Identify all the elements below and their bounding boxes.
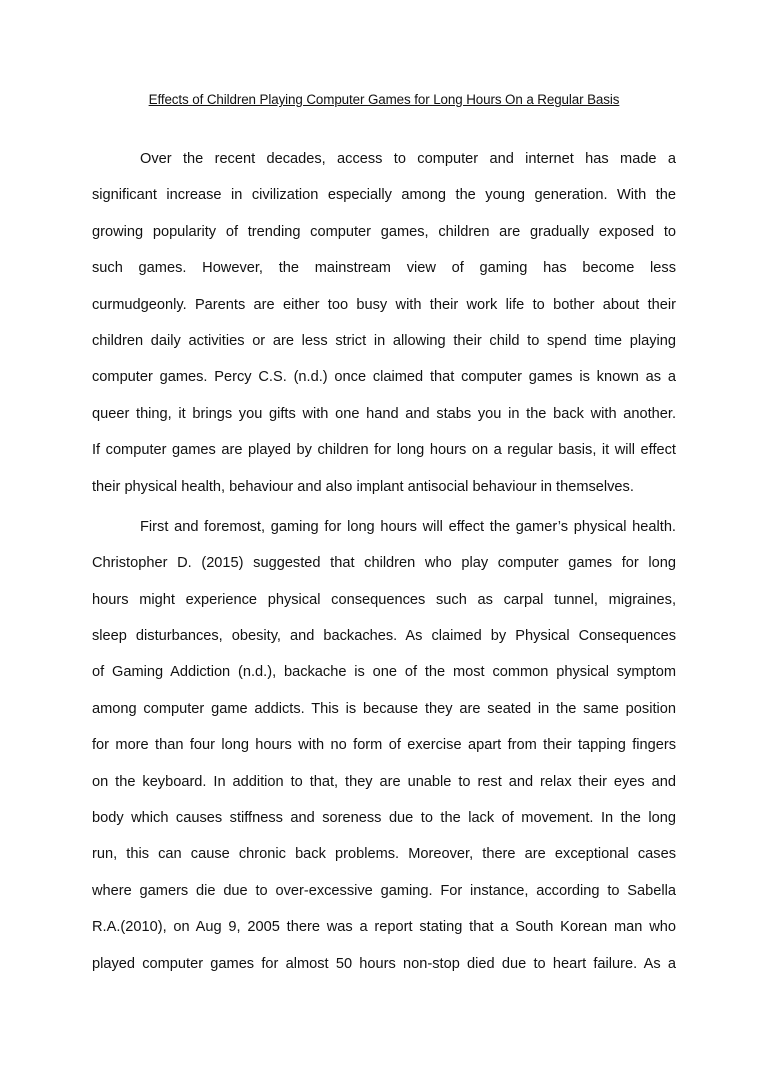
paragraph-1-line-3: growing popularity of trending computer games, children are gradually exposed to — [92, 223, 676, 240]
paragraph-2-line-13: played computer games for almost 50 hours non-stop died due to heart failure. As a — [92, 955, 676, 972]
paragraph-1-line-8: queer thing, it brings you gifts with one hand and stabs you in the back with another. — [92, 405, 676, 422]
paragraph-2-line-6: among computer game addicts. This is because they are seated in the same position — [92, 700, 676, 717]
paragraph-2-line-10: run, this can cause chronic back problems. Moreover, there are exceptional cases — [92, 846, 676, 863]
paragraph-1-line-7: computer games. Percy C.S. (n.d.) once claimed that computer games is known as a — [92, 369, 676, 386]
paragraph-2-line-4: sleep disturbances, obesity, and backaches. As claimed by Physical Consequences — [92, 628, 676, 645]
paragraph-1-line-5: curmudgeonly. Parents are either too busy with their work life to bother about their — [92, 296, 676, 313]
paragraph-2-line-12: R.A.(2010), on Aug 9, 2005 there was a report stating that a South Korean man who — [92, 919, 676, 936]
document-body — [92, 149, 676, 990]
paragraph-2-line-9: body which causes stiffness and soreness due to the lack of movement. In the long — [92, 810, 676, 827]
paragraph-2-line-1: First and foremost, gaming for long hours will effect the gamer’s physical health. — [140, 518, 676, 535]
paragraph-2-line-8: on the keyboard. In addition to that, they are unable to rest and relax their eyes and — [92, 773, 676, 790]
paragraph-1-line-1: Over the recent decades, access to computer and internet has made a — [140, 151, 676, 167]
paragraph-1-line-6: children daily activities or are less strict in allowing their child to spend time playing — [92, 332, 676, 349]
paragraph-1-line-2: significant increase in civilization especially among the young generation. With the — [92, 187, 676, 204]
paragraph-2-line-11: where gamers die due to over-excessive gaming. For instance, according to Sabella — [92, 882, 676, 899]
paragraph-2-line-5: of Gaming Addiction (n.d.), backache is one of the most common physical symptom — [92, 664, 676, 681]
paragraph-1-line-10: their physical health, behaviour and also implant antisocial behaviour in themselves. — [92, 478, 634, 495]
paragraph-2-line-3: hours might experience physical consequences such as carpal tunnel, migraines, — [92, 591, 676, 608]
document-title: Effects of Children Playing Computer Games for Long Hours On a Regular Basis — [148, 92, 620, 107]
paragraph-2-line-7: for more than four long hours with no form of exercise apart from their tapping fingers — [92, 737, 676, 754]
paragraph-1-line-4: such games. However, the mainstream view of gaming has become less — [92, 260, 676, 277]
paragraph-1-line-9: If computer games are played by children for long hours on a regular basis, it will effect — [92, 442, 676, 459]
paragraph-2-line-2: Christopher D. (2015) suggested that children who play computer games for long — [92, 555, 676, 572]
